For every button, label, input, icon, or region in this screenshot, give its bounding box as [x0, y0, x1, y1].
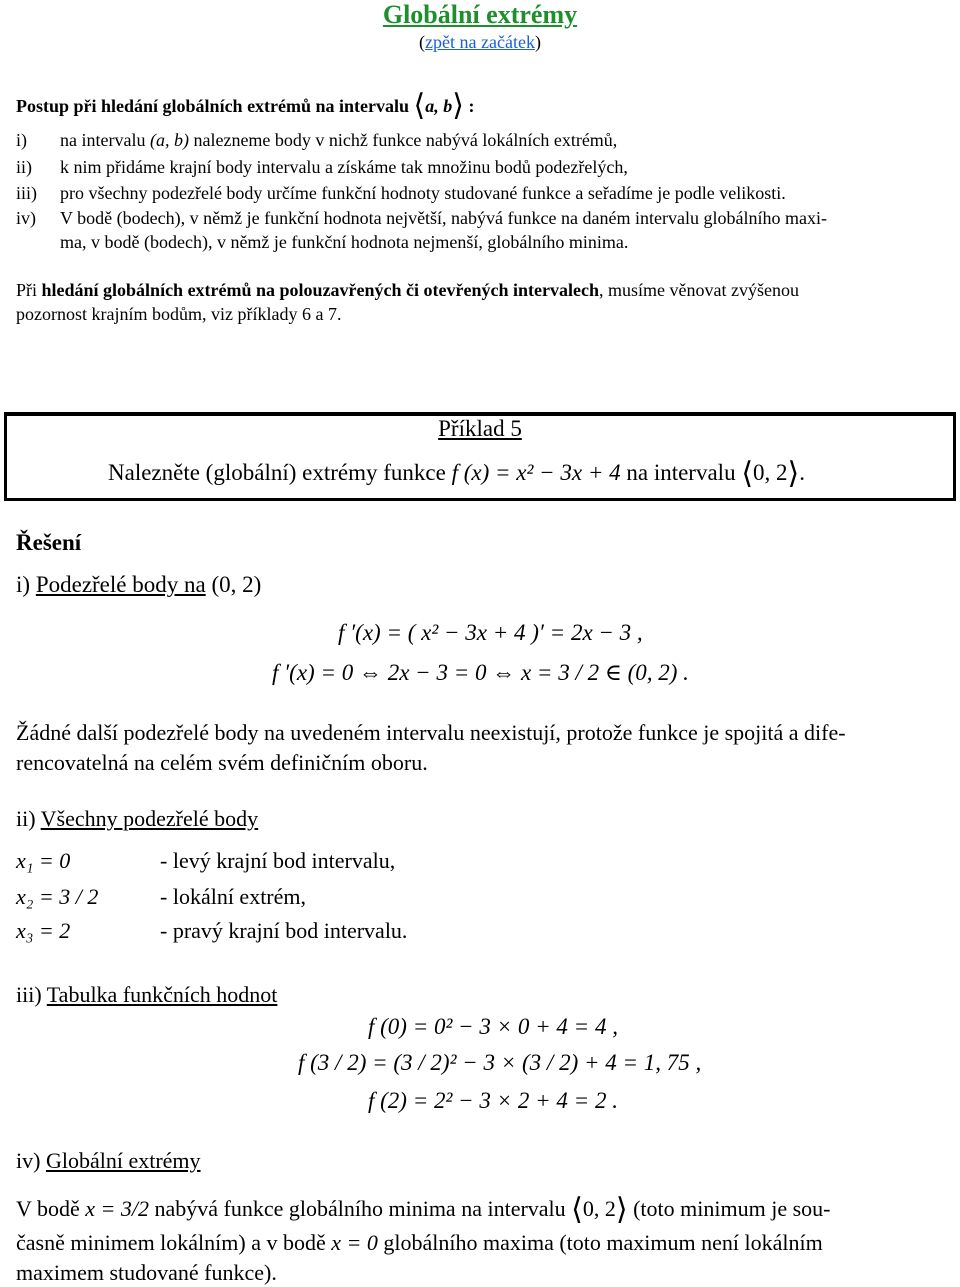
point-1-desc: - levý krajní bod intervalu,: [160, 848, 396, 873]
note-line1: [16, 280, 799, 301]
part1-prefix: i): [16, 572, 31, 597]
concl-pre: V bodě: [16, 1196, 80, 1221]
part4-label: [16, 1148, 201, 1174]
point-2-eq: [16, 884, 98, 910]
step-4-num: iv): [16, 208, 36, 228]
page-title: Globální extrémy: [382, 0, 578, 29]
solution-heading: Řešení: [16, 530, 82, 555]
step-3-text: pro všechny podezřelé body určíme funkční hodnoty studované funkce a seřadíme je podle velikosti.: [60, 183, 786, 203]
value-f0: [368, 1014, 618, 1040]
point-3-desc: - pravý krajní bod intervalu.: [160, 918, 408, 943]
task-mid: na intervalu: [626, 460, 736, 485]
derivative-text: f ′(x) = ( x² − 3x + 4 )′ = 2x − 3 ,: [338, 620, 643, 645]
left-angle-bracket: ⟨: [413, 89, 426, 122]
procedure-heading: [16, 88, 474, 123]
part1-label-text: Podezřelé body na: [35, 572, 206, 597]
note-post: , musíme věnovat zvýšenou: [598, 280, 799, 300]
concl-x-min: x = 3/2: [85, 1196, 149, 1221]
conclusion-line3: maximem studované funkce).: [16, 1260, 277, 1285]
part2-label: [16, 806, 258, 832]
task-end: .: [799, 460, 806, 485]
step-4-line2: ma, v bodě (bodech), v němž je funkční hodnota nejmenší, globálního minima.: [60, 232, 629, 252]
part1-remark-line2: rencovatelná na celém svém definičním oboru.: [16, 750, 428, 775]
part3-label-text: Tabulka funkčních hodnot: [46, 982, 278, 1007]
point-2-desc: - lokální extrém,: [160, 884, 307, 909]
derivative-formula: [338, 620, 643, 646]
point-2-eq-text: x₂ = 3 / 2: [16, 884, 99, 909]
step-3-num: iii): [16, 183, 37, 203]
value-f32-text: f (3 / 2) = (3 / 2)² − 3 × (3 / 2) + 4 = 1, 75 ,: [298, 1050, 702, 1075]
task-interval: 0, 2: [753, 460, 788, 485]
value-f32: [298, 1050, 701, 1076]
conclusion-line1: [16, 1192, 831, 1227]
concl-interval: 0, 2: [582, 1196, 616, 1221]
concl-post: (toto minimum je sou-: [633, 1196, 831, 1221]
task-function: f (x) = x² − 3x + 4: [451, 460, 621, 485]
conclusion-line2: [16, 1230, 823, 1256]
right-angle-bracket: ⟩: [615, 1193, 628, 1226]
part1-interval: (0, 2): [211, 572, 262, 597]
note-line2: pozornost krajním bodům, viz příklady 6 a 7.: [16, 304, 342, 324]
example-title: Příklad 5: [438, 416, 522, 441]
procedure-colon: :: [468, 96, 475, 116]
concl2-pre: časně minimem lokálním) a v bodě: [16, 1230, 326, 1255]
task-pre: Nalezněte (globální) extrémy funkce: [108, 460, 446, 485]
concl-mid: nabývá funkce globálního minima na intervalu: [154, 1196, 566, 1221]
step-1-num: i): [16, 130, 27, 150]
equation-text: f ′(x) = 0 ⇔ 2x − 3 = 0 ⇔ x = 3 / 2 ∈ (0, 2) .: [272, 660, 689, 685]
step-1-interval: (a, b): [149, 130, 189, 150]
derivative-equation: [272, 660, 689, 686]
example-task: [108, 456, 805, 491]
step-1-post: nalezneme body v nichž funkce nabývá lokálních extrémů,: [193, 130, 618, 150]
concl-x-max: x = 0: [331, 1230, 378, 1255]
back-line: [0, 32, 960, 53]
part4-prefix: iv): [16, 1148, 41, 1173]
note-bold: hledání globálních extrémů na polouzavřených či otevřených intervalech: [41, 280, 599, 300]
part1-remark-line1: Žádné další podezřelé body na uvedeném intervalu neexistují, protože funkce je spojitá a dife-: [16, 720, 846, 745]
value-f2-text: f (2) = 2² − 3 × 2 + 4 = 2 .: [368, 1088, 618, 1113]
step-1-text: [60, 130, 617, 151]
step-2-num: ii): [16, 157, 32, 177]
part2-prefix: ii): [16, 806, 36, 831]
part2-label-text: Všechny podezřelé body: [40, 806, 259, 831]
back-to-start-link[interactable]: zpět na začátek: [425, 32, 535, 52]
step-2-text: k nim přidáme krajní body intervalu a získáme tak množinu bodů podezřelých,: [60, 157, 628, 177]
point-3-eq: [16, 918, 70, 944]
step-1-pre: na intervalu: [60, 130, 146, 150]
step-4-line1: V bodě (bodech), v němž je funkční hodnota největší, nabývá funkce na daném intervalu globálního maxi-: [60, 208, 827, 228]
part4-label-text: Globální extrémy: [45, 1148, 201, 1173]
left-angle-bracket: ⟨: [741, 457, 754, 490]
value-f2: [368, 1088, 618, 1114]
right-angle-bracket: ⟩: [452, 89, 464, 122]
left-angle-bracket: ⟨: [571, 1193, 583, 1226]
note-pre: Při: [16, 280, 38, 300]
point-1-eq-text: x₁ = 0: [16, 848, 71, 873]
point-3-eq-text: x₃ = 2: [16, 918, 71, 943]
part3-prefix: iii): [16, 982, 42, 1007]
procedure-interval: a, b: [425, 96, 453, 116]
part1-label: [16, 572, 261, 598]
value-f0-text: f (0) = 0² − 3 × 0 + 4 = 4 ,: [368, 1014, 618, 1039]
point-1-eq: [16, 848, 70, 874]
back-prefix: (: [419, 32, 426, 52]
part3-label: [16, 982, 277, 1008]
right-angle-bracket: ⟩: [787, 457, 800, 490]
back-suffix: ): [534, 32, 541, 52]
procedure-heading-text: Postup při hledání globálních extrémů na intervalu: [16, 96, 410, 116]
concl2-post: globálního maxima (toto maximum není lokálním: [383, 1230, 823, 1255]
